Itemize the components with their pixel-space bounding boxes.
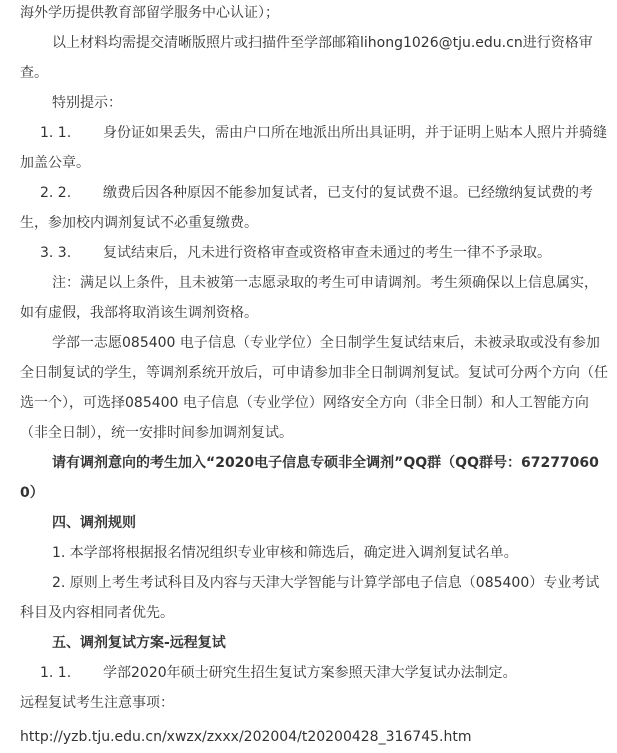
section-heading-remote-plan: 五、调剂复试方案-远程复试 xyxy=(52,635,226,651)
tip-text-2: 缴费后因各种原因不能参加复试者，已支付的复试费不退。已经缴纳复试费的考生，参加校内调剂复试不必重复缴费。 xyxy=(20,185,593,231)
rule-item-1: 1. 本学部将根据报名情况组织专业审核和筛选后，确定进入调剂复试名单。 xyxy=(52,545,518,561)
tip-marker-3: 3. 3. xyxy=(40,245,72,261)
tip-item-3 xyxy=(20,238,611,268)
rule-item-2: 2. 原则上考生考试科目及内容与天津大学智能与计算学部电子信息（085400）专业考试科目及内容相同者优先。 xyxy=(20,575,600,621)
plan-marker-1: 1. 1. xyxy=(40,665,72,681)
submit-text-pre: 以上材料均需提交清晰版照片或扫描件至学部邮箱 xyxy=(52,35,360,51)
plan-item-1 xyxy=(20,658,611,688)
qq-group-notice: 请有调剂意向的考生加入“2020电子信息专硕非全调剂”QQ群（QQ群号：672770600） xyxy=(20,455,599,501)
plan-text-1: 学部2020年硕士研究生招生复试方案参照天津大学复试办法制定。 xyxy=(103,665,517,681)
tip-item-1 xyxy=(20,118,611,178)
paragraph-note: 注：满足以上条件，且未被第一志愿录取的考生可申请调剂。考生须确保以上信息属实，如有虚假，我部将取消该生调剂资格。 xyxy=(20,275,598,321)
tip-item-2 xyxy=(20,178,611,238)
notice-url-link[interactable]: http://yzb.tju.edu.cn/xwzx/zxxx/202004/t20200428_316745.htm xyxy=(20,729,472,745)
tip-text-3: 复试结束后，凡未进行资格审查或资格审查未通过的考生一律不予录取。 xyxy=(103,245,551,261)
paragraph-submit-materials xyxy=(20,28,611,88)
tip-marker-2: 2. 2. xyxy=(40,185,72,201)
tips-heading: 特别提示： xyxy=(52,95,122,111)
paragraph-adjustment: 学部一志愿085400 电子信息（专业学位）全日制学生复试结束后，未被录取或没有参加全日制复试的学生，等调剂系统开放后，可申请参加非全日制调剂复试。复试可分两个方向（任选一个），可选择085400 电子信息（专业学位）网络安全方向（非全日制）和人工智能方向（非全日制），统一安排时间参加调剂复试。 xyxy=(20,335,608,441)
email-link[interactable]: lihong1026@tju.edu.cn xyxy=(360,35,523,51)
section-heading-rules: 四、调剂规则 xyxy=(52,515,136,531)
submit-text-post: 进行资格审查。 xyxy=(20,35,593,81)
tip-marker-1: 1. 1. xyxy=(40,125,72,141)
paragraph-overseas-cert: 海外学历提供教育部留学服务中心认证）； xyxy=(20,5,279,21)
tip-text-1: 身份证如果丢失，需由户口所在地派出所出具证明，并于证明上贴本人照片并骑缝加盖公章。 xyxy=(20,125,607,171)
remote-notice-label: 远程复试考生注意事项： xyxy=(20,695,174,711)
